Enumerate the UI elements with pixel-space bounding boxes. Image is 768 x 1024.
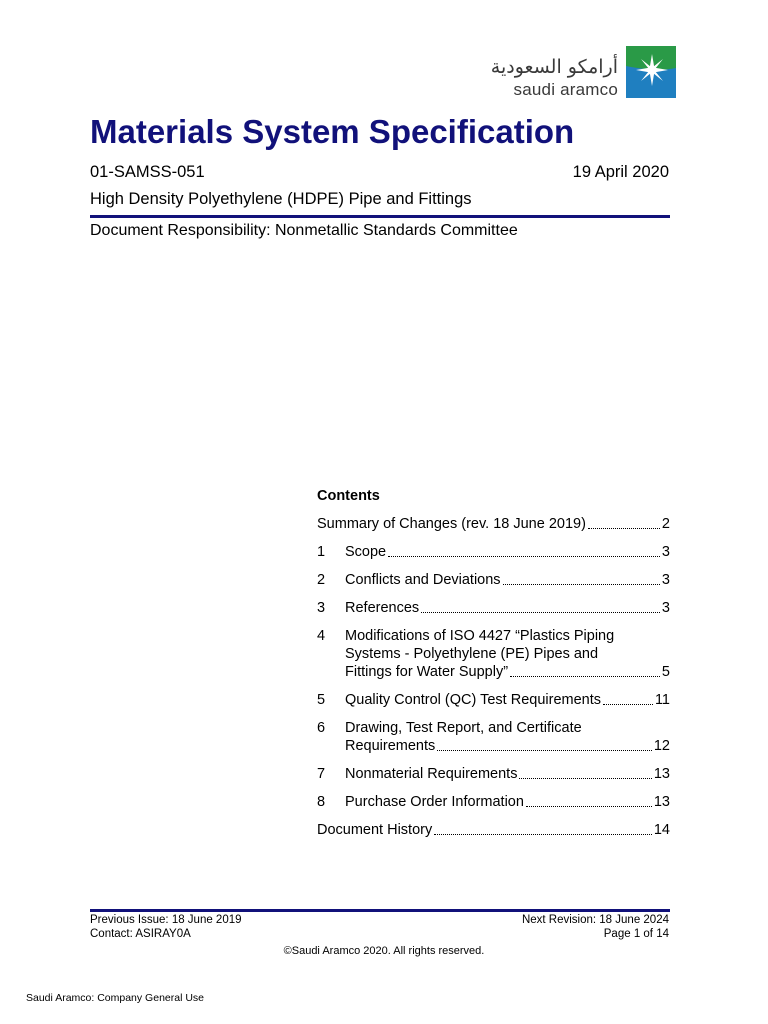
toc-entry-title: Nonmaterial Requirements [345, 766, 518, 782]
toc-entry-body [317, 821, 670, 839]
toc-leader-dots [434, 834, 652, 835]
toc-entry-number: 7 [317, 766, 326, 782]
contact: Contact: ASIRAY0A [90, 928, 191, 940]
footer-left-block [90, 913, 242, 941]
toc-entry-title: References [345, 600, 420, 616]
toc-entry-line [345, 691, 670, 709]
toc-leader-dots [588, 528, 660, 529]
footer-divider [90, 909, 670, 912]
page-title: Materials System Specification [90, 113, 575, 150]
toc-page-number: 11 [654, 692, 670, 708]
toc-entry[interactable] [317, 599, 670, 617]
toc-entry-number: 3 [317, 600, 326, 616]
toc-entry-line [345, 599, 670, 617]
toc-entry-number: 2 [317, 572, 326, 588]
footer-right-block [522, 913, 669, 941]
toc-entry-line [317, 821, 670, 839]
toc-entry-number: 6 [317, 720, 326, 736]
logo-arabic-wordmark: أرامكو السعودية [490, 56, 618, 78]
toc-leader-dots [603, 704, 653, 705]
toc-entry[interactable] [317, 821, 670, 839]
toc-heading: Contents [317, 488, 380, 504]
toc-entry-line [317, 515, 670, 533]
toc-entry-line [345, 543, 670, 561]
toc-entry-line [345, 737, 670, 755]
toc-page-number: 3 [661, 572, 670, 588]
toc-entry-title: Drawing, Test Report, and Certificate [345, 720, 582, 736]
toc-entry-number: 1 [317, 544, 326, 560]
toc-leader-dots [437, 750, 652, 751]
toc-entry-body [345, 599, 670, 617]
toc-entry-title: Fittings for Water Supply” [345, 664, 509, 680]
toc-leader-dots [519, 778, 651, 779]
toc-page-number: 13 [653, 794, 670, 810]
toc-entry[interactable] [317, 515, 670, 533]
document-subtitle: High Density Polyethylene (HDPE) Pipe and Fittings [90, 190, 472, 208]
toc-page-number: 12 [653, 738, 670, 754]
toc-entry-title: Quality Control (QC) Test Requirements [345, 692, 601, 708]
toc-entry-title: Purchase Order Information [345, 794, 524, 810]
classification-label: Saudi Aramco: Company General Use [26, 992, 205, 1004]
toc-entry[interactable] [317, 627, 670, 681]
page-number: Page 1 of 14 [603, 928, 669, 940]
toc-entry-title: Document History [317, 822, 433, 838]
saudi-aramco-logo-icon [626, 46, 676, 98]
copyright-notice: ©Saudi Aramco 2020. All rights reserved. [283, 945, 485, 957]
toc-entry[interactable] [317, 691, 670, 709]
toc-leader-dots [503, 584, 660, 585]
toc-entry-body [345, 571, 670, 589]
toc-entry[interactable] [317, 793, 670, 811]
logo-latin-wordmark: saudi aramco [513, 80, 618, 99]
document-date: 19 April 2020 [572, 163, 669, 181]
toc-entry-number: 5 [317, 692, 326, 708]
toc-entry-title: Systems - Polyethylene (PE) Pipes and [345, 646, 599, 662]
toc-leader-dots [421, 612, 660, 613]
header-divider [90, 215, 670, 218]
toc-entry-line [345, 663, 670, 681]
toc-leader-dots [526, 806, 652, 807]
toc-entry-body [317, 515, 670, 533]
toc-page-number: 14 [653, 822, 670, 838]
toc-entry[interactable] [317, 765, 670, 783]
toc-entry-title: Summary of Changes (rev. 18 June 2019) [317, 516, 586, 532]
toc-leader-dots [388, 556, 660, 557]
toc-entry-body [345, 765, 670, 783]
toc-entry-line [345, 719, 670, 737]
toc-entry[interactable] [317, 571, 670, 589]
toc-entry-title: Conflicts and Deviations [345, 572, 501, 588]
toc-entry[interactable] [317, 543, 670, 561]
toc-entry-body [345, 719, 670, 755]
toc-leader-dots [510, 676, 660, 677]
toc-page-number: 2 [661, 516, 670, 532]
toc-entry-title: Scope [345, 544, 387, 560]
toc-entry-line [345, 765, 670, 783]
toc-entry-title: Modifications of ISO 4427 “Plastics Piping [345, 628, 615, 644]
toc-entry[interactable] [317, 719, 670, 755]
toc-entry-line [345, 645, 670, 663]
toc-entry-body [345, 691, 670, 709]
toc-entry-line [345, 571, 670, 589]
toc-entry-title: Requirements [345, 738, 436, 754]
toc-page-number: 13 [653, 766, 670, 782]
toc-entry-body [345, 793, 670, 811]
toc-entry-line [345, 627, 670, 645]
toc-entry-number: 4 [317, 628, 326, 644]
document-number: 01-SAMSS-051 [90, 163, 205, 181]
toc-entry-number: 8 [317, 794, 326, 810]
next-revision: Next Revision: 18 June 2024 [521, 914, 669, 926]
toc-entry-body [345, 543, 670, 561]
toc-page-number: 5 [661, 664, 670, 680]
toc-entry-body [345, 627, 670, 681]
table-of-contents [317, 488, 670, 849]
toc-list [317, 515, 670, 839]
toc-page-number: 3 [661, 544, 670, 560]
document-responsibility: Document Responsibility: Nonmetallic Standards Committee [90, 222, 518, 239]
previous-issue: Previous Issue: 18 June 2019 [90, 914, 242, 926]
toc-page-number: 3 [661, 600, 670, 616]
toc-entry-line [345, 793, 670, 811]
